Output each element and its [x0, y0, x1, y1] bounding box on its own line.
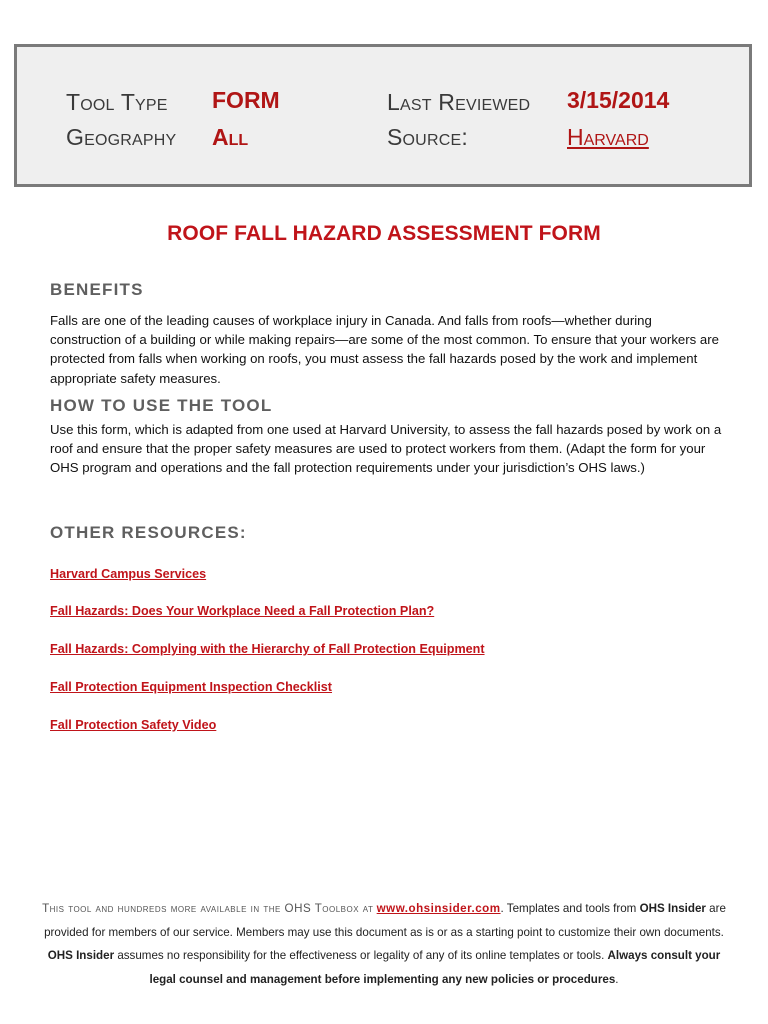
resource-link-harvard-campus-services[interactable]: Harvard Campus Services	[50, 567, 207, 581]
footer-text-1: Templates and tools from	[506, 902, 637, 915]
geography-value: All	[212, 124, 249, 150]
source-link[interactable]: Harvard	[567, 124, 649, 150]
tool-type-value: FORM	[212, 87, 280, 113]
last-reviewed-value: 3/15/2014	[567, 87, 670, 113]
footer-text-4: Always consult your legal counsel and management before implementing any new policies or procedures	[149, 949, 721, 986]
how-to-heading: HOW TO USE THE TOOL	[50, 396, 273, 415]
geography-label: Geography	[66, 124, 177, 150]
footer-text-2: are provided for members of our service. Members may use this document as is or as a starting point to customize their own documents.	[44, 902, 726, 939]
footer-website-link[interactable]: www.ohsinsider.com	[376, 902, 501, 915]
benefits-text: Falls are one of the leading causes of workplace injury in Canada. And falls from roofs—whether during construction of a building or while making repairs—are some of the most common. To ensure that your workers are protected from falls when working on roofs, you must assess the fall hazards posed by the work and implement appropriate safety measures.	[50, 313, 719, 386]
footer-intro: This tool and hundreds more available in the OHS Toolbox at	[42, 902, 374, 915]
other-resources-heading: OTHER RESOURCES:	[50, 523, 247, 542]
benefits-heading: BENEFITS	[50, 280, 144, 299]
how-to-text: Use this form, which is adapted from one used at Harvard University, to assess the fall hazards posed by work on a roof and ensure that the proper safety measures are used to protect workers from them. (Adapt the form for your OHS program and operations and the fall protection requirements under your jurisdiction’s OHS laws.)	[50, 422, 722, 476]
footer-disclaimer	[40, 897, 728, 991]
source-label: Source:	[387, 124, 468, 150]
footer-end: .	[615, 972, 619, 986]
resource-link-inspection-checklist[interactable]: Fall Protection Equipment Inspection Checklist	[50, 680, 333, 694]
tool-info-header	[14, 44, 752, 187]
footer-dot: .	[500, 902, 504, 915]
footer-brand-1: OHS Insider	[639, 902, 706, 915]
document-title: ROOF FALL HAZARD ASSESSMENT FORM	[167, 222, 601, 245]
footer-text-3: assumes no responsibility for the effectiveness or legality of any of its online templates or tools.	[117, 949, 605, 963]
last-reviewed-label: Last Reviewed	[387, 89, 531, 115]
resource-link-hierarchy-of-equipment[interactable]: Fall Hazards: Complying with the Hierarchy of Fall Protection Equipment	[50, 642, 485, 656]
resource-link-fall-protection-plan[interactable]: Fall Hazards: Does Your Workplace Need a Fall Protection Plan?	[50, 604, 435, 618]
tool-type-label: Tool Type	[66, 89, 168, 115]
resource-link-safety-video[interactable]: Fall Protection Safety Video	[50, 718, 217, 732]
footer-brand-2: OHS Insider	[47, 949, 115, 963]
